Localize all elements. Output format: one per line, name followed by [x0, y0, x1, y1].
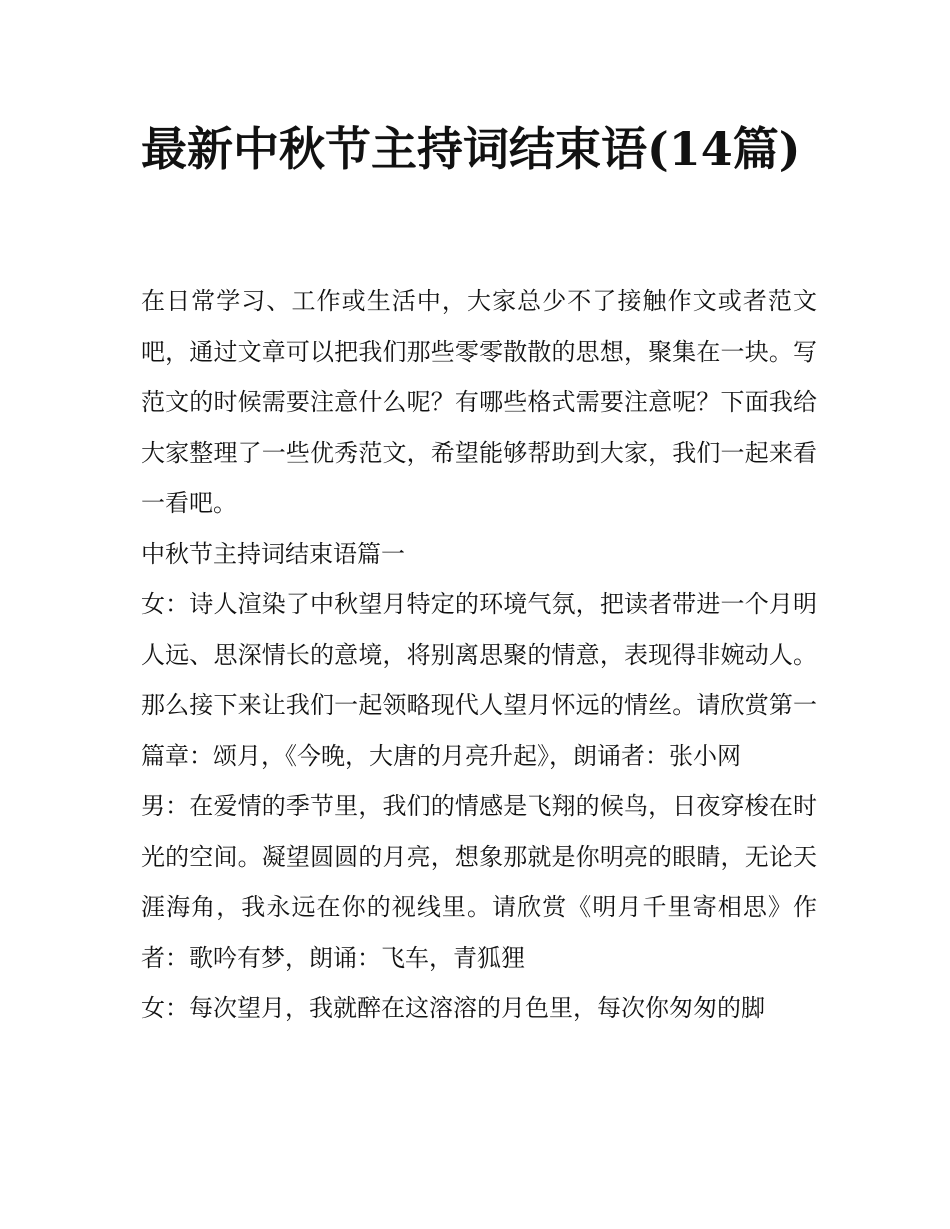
section-heading: 中秋节主持词结束语篇一: [141, 539, 405, 568]
intro-paragraph: 在日常学习、工作或生活中，大家总少不了接触作文或者范文吧，通过文章可以把我们那些零零散散的思想，聚集在一块。写范文的时候需要注意什么呢？有哪些格式需要注意呢？下面我给大家整理了一些优秀范文，希望能够帮助到大家，我们一起来看一看吧。: [141, 287, 817, 517]
paragraph: 女：每次望月，我就醉在这溶溶的月色里，每次你匆匆的脚: [141, 994, 765, 1022]
document-body: [141, 276, 817, 1034]
document-title: 最新中秋节主持词结束语(14篇): [141, 122, 801, 176]
paragraph: 女：诗人渲染了中秋望月特定的环境气氛，把读者带进一个月明人远、思深情长的意境，将别离思聚的情意，表现得非婉动人。那么接下来让我们一起领略现代人望月怀远的情丝。请欣赏第一篇章：颂月，《今晚，大唐的月亮升起》，朗诵者：张小网: [141, 590, 817, 770]
paragraph: 男：在爱情的季节里，我们的情感是飞翔的候鸟，日夜穿梭在时光的空间。凝望圆圆的月亮，想象那就是你明亮的眼睛，无论天涯海角，我永远在你的视线里。请欣赏《明月千里寄相思》作者：歌吟有梦，朗诵：飞车，青狐狸: [141, 792, 817, 972]
